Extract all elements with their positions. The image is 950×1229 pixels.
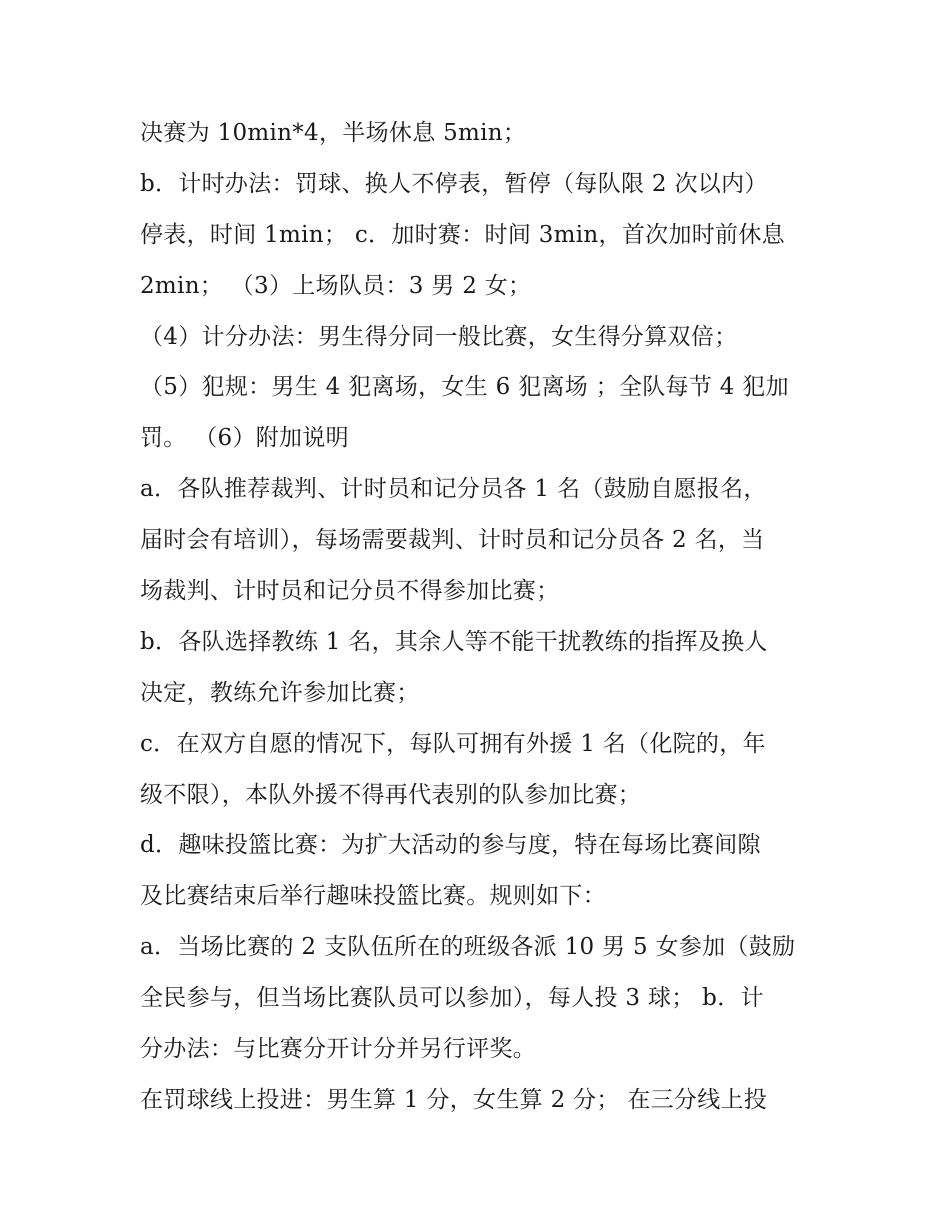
text-line-20: 在罚球线上投进：男生算 1 分，女生算 2 分； 在三分线上投: [140, 1086, 768, 1113]
text-line-17: a．当场比赛的 2 支队伍所在的班级各派 10 男 5 女参加（鼓励: [140, 934, 796, 961]
text-line-6: （5）犯规：男生 4 犯离场，女生 6 犯离场 ；全队每节 4 犯加: [140, 374, 789, 401]
text-line-11: b．各队选择教练 1 名，其余人等不能干扰教练的指挥及换人: [140, 628, 768, 655]
text-line-3: 停表，时间 1min； c．加时赛：时间 3min，首次加时前休息: [140, 221, 785, 248]
text-line-14: 级不限），本队外援不得再代表别的队参加比赛；: [140, 781, 642, 808]
document-body: [140, 108, 820, 1126]
text-line-9: 届时会有培训），每场需要裁判、计时员和记分员各 2 名，当: [140, 527, 765, 554]
text-line-13: c．在双方自愿的情况下，每队可拥有外援 1 名（化院的，年: [140, 730, 766, 757]
text-line-4: 2min； （3）上场队员：3 男 2 女；: [140, 272, 532, 299]
text-line-16: 及比赛结束后举行趣味投篮比赛。规则如下：: [140, 883, 606, 910]
text-line-15: d．趣味投篮比赛：为扩大活动的参与度，特在每场比赛间隙: [140, 832, 761, 859]
text-line-1: 决赛为 10min*4，半场休息 5min；: [140, 120, 527, 146]
text-line-7: 罚。 （6）附加说明: [140, 425, 349, 452]
text-line-18: 全民参与，但当场比赛队员可以参加），每人投 3 球； b．计: [140, 985, 764, 1012]
text-line-2: b．计时办法：罚球、换人不停表，暂停（每队限 2 次以内）: [140, 170, 768, 197]
text-line-19: 分办法：与比赛分开计分并另行评奖。: [140, 1036, 537, 1063]
text-line-5: （4）计分办法：男生得分同一般比赛，女生得分算双倍；: [140, 323, 738, 350]
text-line-8: a．各队推荐裁判、计时员和记分员各 1 名（鼓励自愿报名，: [140, 476, 767, 503]
text-line-10: 场裁判、计时员和记分员不得参加比赛；: [140, 578, 560, 605]
text-line-12: 决定，教练允许参加比赛；: [140, 679, 420, 706]
